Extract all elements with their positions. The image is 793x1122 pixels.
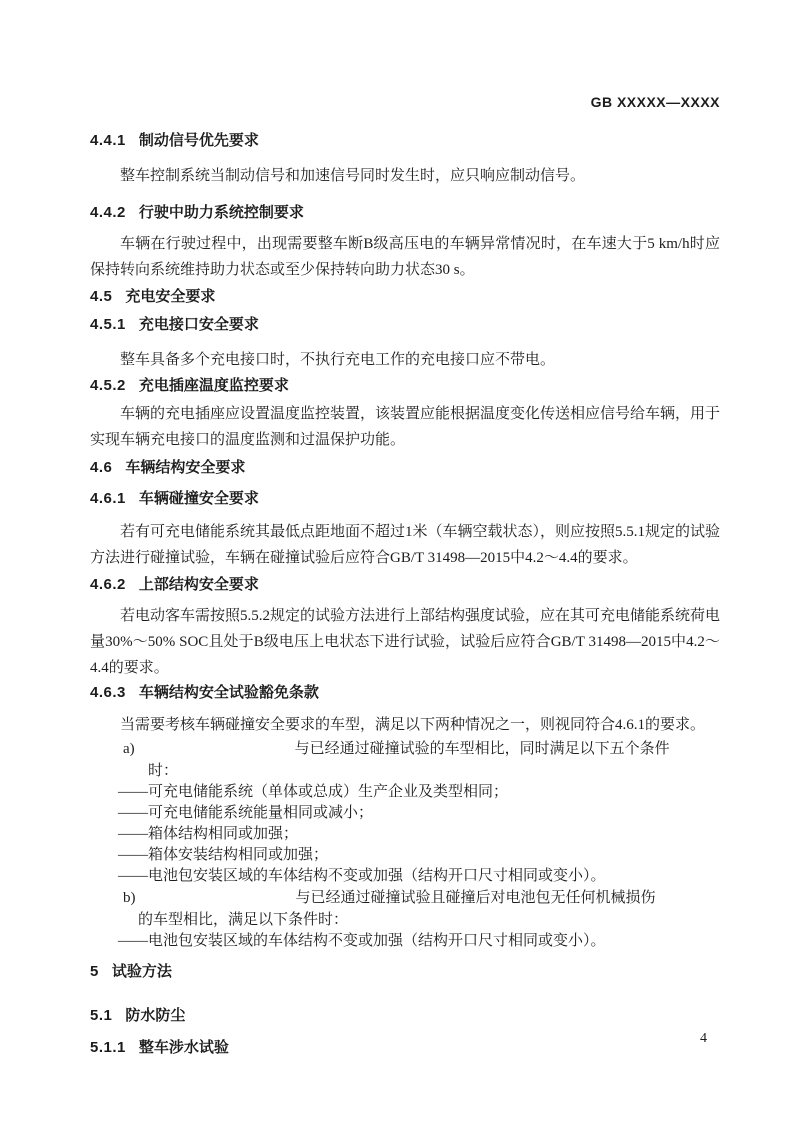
paragraph-4-6-1: 若有可充电储能系统其最低点距地面不超过1米（车辆空载状态），则应按照5.5.1规定的试验方法进行碰撞试验，车辆在碰撞试验后应符合GB/T 31498—2015中4.2～4.4的要求。: [90, 524, 721, 566]
heading-number: 4.5.1: [90, 316, 126, 333]
heading-number: 5.1: [90, 1007, 113, 1024]
page-number: 4: [700, 1031, 707, 1046]
heading-4-5-2: [90, 376, 720, 396]
heading-4-5: [90, 287, 720, 307]
heading-number: 4.5: [90, 288, 113, 305]
dash-list-item: ——电池包安装区域的车体结构不变或加强（结构开口尺寸相同或变小）。: [118, 933, 606, 949]
dash-list-item: ——可充电储能系统能量相同或减小；: [118, 805, 374, 821]
heading-title: 充电安全要求: [125, 288, 216, 305]
condition-a-text-continued: 时：: [148, 763, 179, 779]
condition-item-b-line1: [90, 887, 720, 909]
condition-item-a-line1: [90, 738, 720, 760]
heading-title: 充电插座温度监控要求: [138, 377, 289, 394]
heading-title: 制动信号优先要求: [138, 132, 259, 149]
heading-5: [90, 962, 720, 982]
condition-b-text-continued: 的车型相比，满足以下条件时：: [138, 912, 349, 928]
dash-list-b: [90, 931, 720, 952]
blank-gap: [135, 738, 295, 760]
heading-number: 5.1.1: [90, 1039, 126, 1056]
heading-number: 4.4.2: [90, 204, 126, 221]
heading-number: 4.6.2: [90, 576, 126, 593]
heading-title: 车辆结构安全要求: [125, 459, 246, 476]
heading-4-4-2: [90, 203, 720, 223]
dash-list-item: ——可充电储能系统（单体或总成）生产企业及类型相同；: [118, 784, 509, 800]
standard-code-header: GB XXXXX—XXXX: [590, 94, 720, 110]
heading-4-6-3: [90, 683, 720, 703]
heading-number: 4.6.1: [90, 490, 126, 507]
paragraph-4-6-3: 当需要考核车辆碰撞安全要求的车型，满足以下两种情况之一，则视同符合4.6.1的要求。: [120, 717, 706, 733]
paragraph-4-6-2: 若电动客车需按照5.5.2规定的试验方法进行上部结构强度试验，应在其可充电储能系统荷电量30%～50% SOC且处于B级电压上电状态下进行试验，试验后应符合GB/T 31498—2015中4.2～4.4的要求。: [90, 608, 721, 676]
dash-list-item: ——箱体结构相同或加强；: [118, 826, 299, 842]
paragraph-4-4-1: 整车控制系统当制动信号和加速信号同时发生时，应只响应制动信号。: [120, 168, 586, 184]
heading-5-1: [90, 1006, 720, 1026]
heading-title: 车辆结构安全试验豁免条款: [138, 684, 319, 701]
heading-4-6-1: [90, 489, 720, 509]
heading-title: 上部结构安全要求: [138, 576, 259, 593]
heading-5-1-1: [90, 1038, 720, 1058]
heading-number: 4.6: [90, 459, 113, 476]
dash-list-item: ——箱体安装结构相同或加强；: [118, 847, 329, 863]
condition-item-a: [90, 738, 720, 782]
heading-title: 车辆碰撞安全要求: [138, 490, 259, 507]
heading-title: 防水防尘: [125, 1007, 186, 1024]
condition-b-text: 与已经通过碰撞试验且碰撞后对电池包无任何机械损伤: [295, 890, 656, 906]
heading-number: 5: [90, 963, 99, 980]
heading-number: 4.4.1: [90, 132, 126, 149]
blank-gap: [136, 887, 296, 909]
heading-title: 行驶中助力系统控制要求: [138, 204, 304, 221]
paragraph-4-4-2: 车辆在行驶过程中，出现需要整车断B级高压电的车辆异常情况时，在车速大于5 km/h时应保持转向系统维持助力状态或至少保持转向助力状态30 s。: [90, 236, 720, 278]
heading-4-6-2: [90, 575, 720, 595]
heading-number: 4.5.2: [90, 377, 126, 394]
dash-list-item: ——电池包安装区域的车体结构不变或加强（结构开口尺寸相同或变小）。: [118, 868, 606, 884]
heading-title: 整车涉水试验: [138, 1039, 229, 1056]
heading-number: 4.6.3: [90, 684, 126, 701]
paragraph-4-5-1: 整车具备多个充电接口时，不执行充电工作的充电接口应不带电。: [120, 352, 556, 368]
heading-4-4-1: [90, 131, 720, 151]
heading-4-5-1: [90, 315, 720, 335]
list-marker-b: b): [123, 890, 136, 906]
heading-title: 充电接口安全要求: [138, 316, 259, 333]
heading-4-6: [90, 458, 720, 478]
paragraph-4-5-2: 车辆的充电插座应设置温度监控装置，该装置应能根据温度变化传送相应信号给车辆，用于实现车辆充电接口的温度监测和过温保护功能。: [90, 406, 721, 448]
dash-list-a: [90, 782, 720, 887]
condition-a-text: 与已经通过碰撞试验的车型相比，同时满足以下五个条件: [294, 741, 670, 757]
condition-item-b: [90, 887, 720, 931]
list-marker-a: a): [123, 741, 135, 757]
heading-title: 试验方法: [111, 963, 172, 980]
